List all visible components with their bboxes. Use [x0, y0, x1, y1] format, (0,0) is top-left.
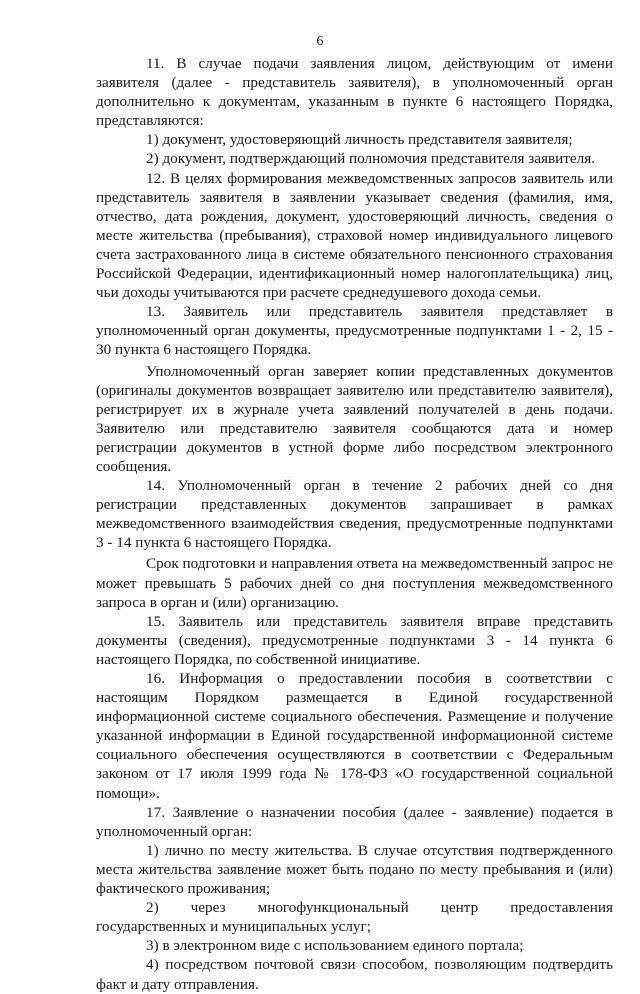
paragraph-15: 15. Заявитель или представитель заявителя вправе представить документы (сведения), предусмотренные подпунктами 3 - 14 пункта 6 настоящего Порядка, по собственной инициативе. [96, 612, 613, 668]
paragraph-13-registration: Уполномоченный орган заверяет копии представленных документов (оригиналы документов возвращает заявителю или представителю заявителя), регистрирует их в журнале учета заявлений получателей в день подачи. Заявителю или представителю заявителя сообщаются дата и номер регистрации документов в устной форме либо посредством электронного сообщения. [96, 362, 613, 475]
page-number: 6 [316, 34, 324, 49]
paragraph-17-item-3: 3) в электронном виде с использованием единого портала; [146, 937, 524, 955]
paragraph-11-item-2: 2) документ, подтверждающий полномочия представителя заявителя. [146, 150, 596, 168]
paragraph-11: 11. В случае подачи заявления лицом, действующим от имени заявителя (далее - представитель заявителя), в уполномоченный орган дополнительно к документам, указанным в пункте 6 настоящего Порядка, представляются: [96, 55, 613, 130]
paragraph-17-item-2: 2) через многофункциональный центр предоставления государственных и муниципальных услуг; [96, 899, 613, 936]
paragraph-12: 12. В целях формирования межведомственных запросов заявитель или представитель заявителя в заявлении указывает сведения (фамилия, имя, отчество, дата рождения, документ, удостоверяющий личность, сведения о месте жительства (пребывания), страховой номер индивидуального лицевого счета застрахованного лица в системе обязательного пенсионного страхования Российской Федерации, идентификационный номер налогоплательщика) лиц, чьи доходы учитываются при расчете среднедушевого дохода семьи. [96, 169, 613, 302]
document-body [96, 54, 613, 994]
paragraph-17: 17. Заявление о назначении пособия (далее - заявление) подается в уполномоченный орган: [96, 803, 613, 840]
paragraph-17-item-4: 4) посредством почтовой связи способом, позволяющим подтвердить факт и дату отправления. [96, 956, 613, 993]
paragraph-13: 13. Заявитель или представитель заявителя представляет в уполномоченный орган документы, предусмотренные подпунктами 1 - 2, 15 - 30 пункта 6 настоящего Порядка. [96, 303, 613, 359]
paragraph-14-deadline: Срок подготовки и направления ответа на межведомственный запрос не может превышать 5 рабочих дней со дня поступления межведомственного запроса в орган и (или) организацию. [96, 555, 613, 611]
paragraph-11-item-1: 1) документ, удостоверяющий личность представителя заявителя; [146, 131, 573, 149]
paragraph-16: 16. Информация о предоставлении пособия в соответствии с настоящим Порядком размещается в Единой государственной информационной системе социального обеспечения. Размещение и получение указанной информации в Единой государственной информационной системе социального обеспечения осуществляются в соответствии с Федеральным законом от 17 июля 1999 года № 178-ФЗ «О государственной социальной помощи». [96, 670, 613, 802]
paragraph-17-item-1: 1) лично по месту жительства. В случае отсутствия подтвержденного места жительства заявление может быть подано по месту пребывания и (или) фактического проживания; [96, 841, 613, 898]
paragraph-14: 14. Уполномоченный орган в течение 2 рабочих дней со дня регистрации представленных документов запрашивает в рамках межведомственного взаимодействия сведения, предусмотренные подпунктами 3 - 14 пункта 6 настоящего Порядка. [96, 477, 613, 552]
